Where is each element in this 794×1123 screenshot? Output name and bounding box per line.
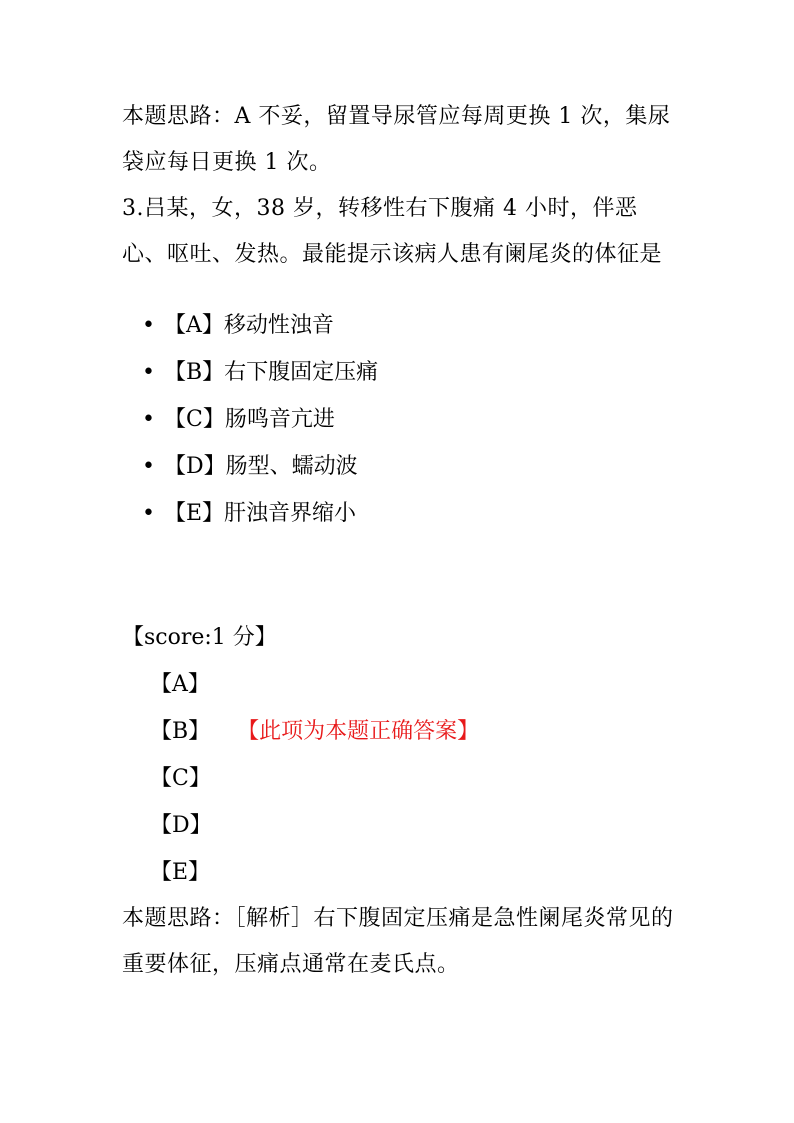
document-page xyxy=(122,94,682,988)
option-item-e xyxy=(144,490,682,537)
option-text-e: 【E】肝浊音界缩小 xyxy=(164,501,357,526)
answer-row-c xyxy=(150,755,682,802)
bullet-icon: • xyxy=(142,454,155,479)
option-item-d xyxy=(144,443,682,490)
answer-label-b: 【B】 xyxy=(150,719,211,744)
option-text-c: 【C】肠鸣音亢进 xyxy=(164,407,335,432)
option-text-b: 【B】右下腹固定压痛 xyxy=(164,360,379,385)
option-item-a xyxy=(144,302,682,349)
previous-explanation: 本题思路：A 不妥，留置导尿管应每周更换 1 次，集尿袋应每日更换 1 次。 xyxy=(122,104,671,175)
answer-label-c: 【C】 xyxy=(150,766,211,791)
option-list xyxy=(122,302,682,537)
answer-row-b xyxy=(150,708,682,755)
option-text-d: 【D】肠型、蠕动波 xyxy=(164,454,358,479)
answer-label-a: 【A】 xyxy=(150,672,210,697)
answer-label-d: 【D】 xyxy=(150,813,212,838)
score-label: 【score:1 分】 xyxy=(122,625,277,650)
bullet-icon: • xyxy=(142,501,155,526)
correct-answer-note: 【此项为本题正确答案】 xyxy=(248,719,480,744)
answer-label-e: 【E】 xyxy=(150,860,211,885)
bullet-icon: • xyxy=(142,407,155,432)
option-text-a: 【A】移动性浊音 xyxy=(164,313,334,338)
answer-row-a xyxy=(150,661,682,708)
bullet-icon: • xyxy=(142,360,155,385)
bullet-icon: • xyxy=(142,313,155,338)
analysis-explanation: 本题思路：［解析］右下腹固定压痛是急性阑尾炎常见的重要体征，压痛点通常在麦氏点。 xyxy=(122,906,674,977)
option-item-b xyxy=(144,349,682,396)
answer-list xyxy=(122,661,682,896)
question-stem: 3.吕某，女，38 岁，转移性右下腹痛 4 小时，伴恶心、呕吐、发热。最能提示该病人患有阑尾炎的体征是 xyxy=(122,196,663,267)
answer-row-e xyxy=(150,849,682,896)
answer-row-d xyxy=(150,802,682,849)
option-item-c xyxy=(144,396,682,443)
